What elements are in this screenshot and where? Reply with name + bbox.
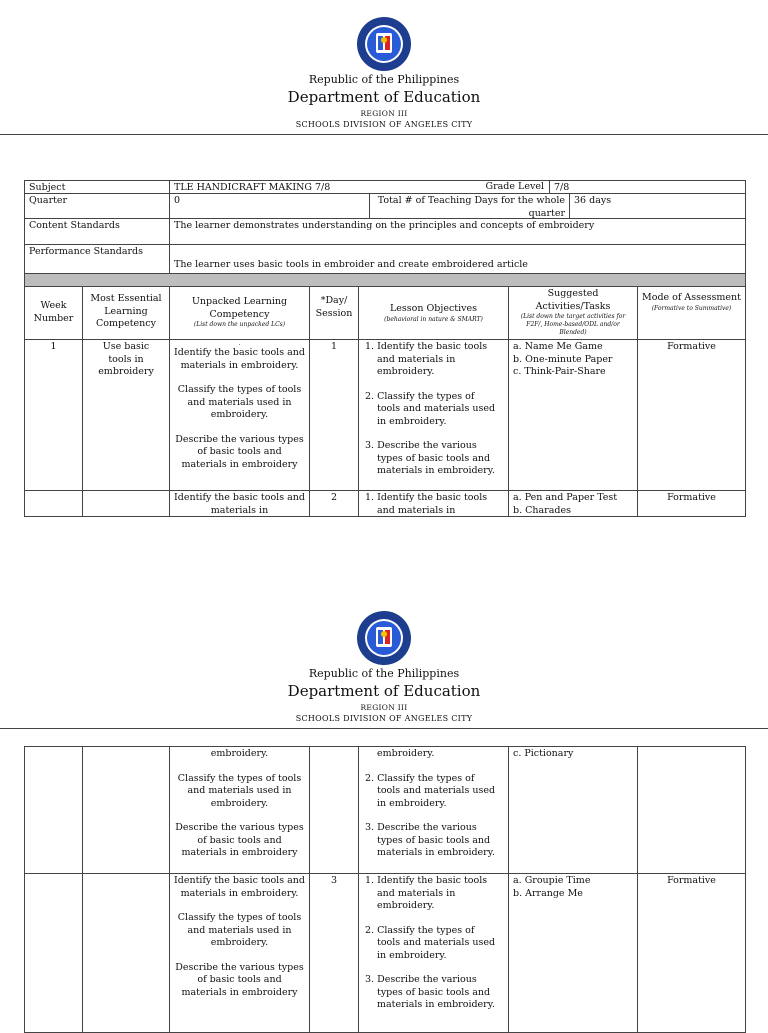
- content-standards-label: Content Standards: [24, 218, 170, 245]
- col-activities-note: (List down the target activities for F2F/, Home-based/ODL and/or Blended): [520, 313, 626, 336]
- department-title-2: Department of Education: [287, 682, 481, 700]
- header-rule: [0, 134, 768, 135]
- row1-melc: Use basic tools in embroidery: [82, 339, 170, 491]
- grade-value: 7/8: [549, 180, 746, 194]
- row2-objectives-top: [358, 490, 509, 517]
- row1-unpacked: [169, 339, 310, 491]
- row1-objective-1: 1. Identify the basic tools and materials in embroidery.: [365, 341, 488, 377]
- row1-objective-3: 3. Describe the various types of basic tools and materials in embroidery.: [365, 440, 495, 476]
- col-melc-header: Most Essential Learning Competency: [82, 286, 170, 340]
- row1-activity-1: a. Name Me Game: [513, 341, 603, 352]
- department-title: Department of Education: [287, 88, 481, 106]
- teaching-days-value: 36 days: [569, 193, 746, 219]
- row1-objectives: [358, 339, 509, 491]
- row2-unpacked-top: Identify the basic tools and materials in: [169, 490, 310, 517]
- row1-activity-3: c. Think-Pair-Share: [513, 366, 606, 377]
- row3-objective-3: 3. Describe the various types of basic tools and materials in embroidery.: [365, 974, 495, 1010]
- row2c-mode: [637, 746, 746, 874]
- col-objectives-note: (behavioral in nature & SMART): [384, 315, 483, 323]
- republic-line-2: Republic of the Philippines: [308, 667, 460, 680]
- row2-lc-3: Describe the various types of basic tools and materials in embroidery: [175, 822, 304, 858]
- teaching-days-label: Total # of Teaching Days for the whole quarter: [369, 193, 570, 219]
- row2-objective-1-bottom: embroidery.: [377, 748, 435, 759]
- row1-dot: .: [238, 340, 241, 347]
- region-line-2: REGION III: [360, 703, 408, 712]
- row1-lc-3: Describe the various types of basic tools and materials in embroidery: [175, 433, 304, 470]
- subject-value: TLE HANDICRAFT MAKING 7/8: [169, 180, 550, 194]
- subject-label: Subject: [24, 180, 170, 194]
- content-standards-value: The learner demonstrates understanding on the principles and concepts of embroidery: [169, 218, 746, 245]
- row3-objective-2: 2. Classify the types of tools and materials used in embroidery.: [365, 924, 496, 961]
- gray-divider: [24, 273, 746, 287]
- row2-melc: [82, 490, 170, 517]
- row3-lc-2: Classify the types of tools and materials used in embroidery.: [177, 912, 302, 948]
- row1-activities: [508, 339, 638, 491]
- row3-lc-1: Identify the basic tools and materials in embroidery.: [174, 875, 305, 899]
- row2-activity-1: a. Pen and Paper Test: [513, 492, 618, 503]
- col-objectives-header: [358, 286, 509, 340]
- quarter-label: Quarter: [24, 193, 170, 219]
- division-line-2: SCHOOLS DIVISION OF ANGELES CITY: [295, 714, 473, 723]
- row2-activity-3: c. Pictionary: [513, 748, 574, 759]
- col-week-header: Week Number: [24, 286, 83, 340]
- row2-mode: Formative: [637, 490, 746, 517]
- row2c-activities: [508, 746, 638, 874]
- col-mode-header: [637, 286, 746, 340]
- row1-lc-2: Classify the types of tools and materials used in embroidery.: [177, 384, 302, 420]
- republic-line: Republic of the Philippines: [308, 73, 460, 86]
- row2c-objectives: [358, 746, 509, 874]
- row2-objective-2: 2. Classify the types of tools and materials used in embroidery.: [365, 772, 496, 809]
- row2c-day: [309, 746, 359, 874]
- row3-objectives: [358, 873, 509, 1033]
- col-objectives-title: Lesson Objectives: [389, 303, 478, 314]
- row2c-week: [24, 746, 83, 874]
- row3-melc: [82, 873, 170, 1033]
- row2-activities-top: [508, 490, 638, 517]
- col-mode-title: Mode of Assessment: [642, 292, 741, 303]
- row1-week: 1: [24, 339, 83, 491]
- grade-label: Grade Level: [485, 181, 544, 192]
- row3-activities: [508, 873, 638, 1033]
- col-unpacked-title: Unpacked Learning Competency: [191, 296, 288, 320]
- row2-lc-1-bottom: embroidery.: [210, 748, 269, 759]
- row1-objective-2: 2. Classify the types of tools and materials used in embroidery.: [365, 390, 496, 427]
- division-line: SCHOOLS DIVISION OF ANGELES CITY: [295, 120, 473, 129]
- row2-day: 2: [309, 490, 359, 517]
- row2-activity-2: b. Charades: [513, 504, 571, 516]
- col-activities-title: Suggested Activities/Tasks: [535, 288, 611, 312]
- performance-standards-label: Performance Standards: [24, 244, 170, 274]
- row3-objective-1: 1. Identify the basic tools and materials in embroidery.: [365, 875, 488, 911]
- row3-activity-2: b. Arrange Me: [513, 887, 583, 899]
- row1-day: 1: [309, 339, 359, 491]
- col-unpacked-header: [169, 286, 310, 340]
- col-unpacked-note: (List down the unpacked LCs): [193, 321, 286, 328]
- row3-unpacked: [169, 873, 310, 1033]
- col-mode-note: (Formative to Summative): [651, 304, 732, 312]
- quarter-value: 0: [169, 193, 370, 219]
- row2-objective-1-top: 1. Identify the basic tools and materials in: [365, 492, 488, 516]
- header-rule-2: [0, 728, 768, 729]
- region-line: REGION III: [360, 109, 408, 118]
- performance-standards-value: The learner uses basic tools in embroider and create embroidered article: [169, 244, 746, 274]
- row3-day: 3: [309, 873, 359, 1033]
- row1-activity-2: b. One-minute Paper: [513, 353, 613, 365]
- row3-week: [24, 873, 83, 1033]
- row2-week: [24, 490, 83, 517]
- col-activities-header: [508, 286, 638, 340]
- row2-lc-2: Classify the types of tools and materials used in embroidery.: [177, 772, 302, 809]
- row3-activity-1: a. Groupie Time: [513, 875, 591, 886]
- deped-seal-icon: [356, 610, 412, 666]
- row1-mode: Formative: [637, 339, 746, 491]
- row1-lc-1: Identify the basic tools and materials in embroidery.: [174, 347, 305, 371]
- row3-lc-3: Describe the various types of basic tools and materials in embroidery: [175, 961, 304, 998]
- row2c-unpacked: [169, 746, 310, 874]
- row2c-melc: [82, 746, 170, 874]
- deped-seal-icon: [356, 16, 412, 72]
- row3-mode: Formative: [637, 873, 746, 1033]
- col-day-header: *Day/ Session: [309, 286, 359, 340]
- row2-objective-3: 3. Describe the various types of basic tools and materials in embroidery.: [365, 822, 495, 858]
